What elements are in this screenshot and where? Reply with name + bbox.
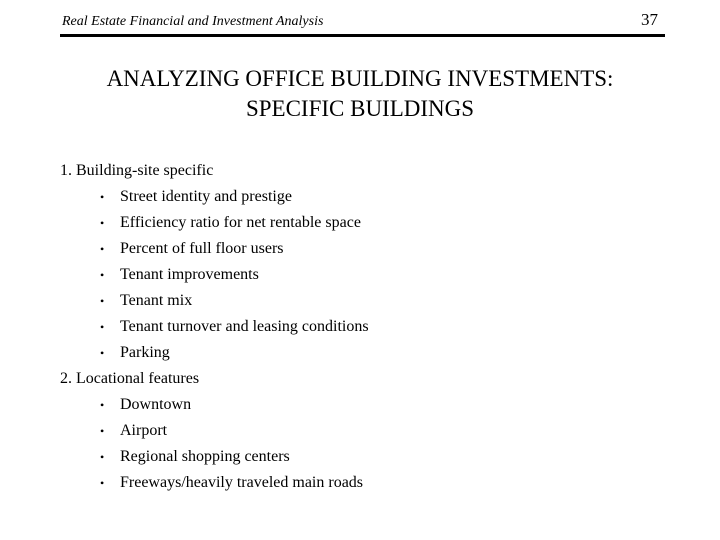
slide-title	[0, 64, 720, 124]
running-header: Real Estate Financial and Investment Analysis	[62, 14, 324, 29]
bullet-item: • Tenant turnover and leasing conditions	[60, 314, 660, 340]
page-number: 37	[641, 10, 658, 29]
bullet-item: • Regional shopping centers	[60, 444, 660, 470]
section-heading: 2. Locational features	[60, 370, 200, 387]
bullet-item: • Parking	[60, 340, 660, 366]
bullet-item: • Freeways/heavily traveled main roads	[60, 470, 660, 496]
bullet-list	[60, 392, 660, 496]
section-heading: 1. Building-site specific	[60, 162, 214, 179]
bullet-item: • Airport	[60, 418, 660, 444]
slide-title-line-2: SPECIFIC BUILDINGS	[245, 96, 475, 121]
bullet-item: • Tenant mix	[60, 288, 660, 314]
slide-title-line-1: ANALYZING OFFICE BUILDING INVESTMENTS:	[106, 66, 614, 91]
bullet-item: • Tenant improvements	[60, 262, 660, 288]
slide-content	[60, 158, 660, 496]
bullet-item: • Street identity and prestige	[60, 184, 660, 210]
bullet-item: • Efficiency ratio for net rentable space	[60, 210, 660, 236]
section-locational-features	[60, 366, 660, 496]
header-divider	[60, 34, 665, 37]
bullet-item: • Percent of full floor users	[60, 236, 660, 262]
section-building-site	[60, 158, 660, 366]
bullet-list	[60, 184, 660, 366]
bullet-item: • Downtown	[60, 392, 660, 418]
